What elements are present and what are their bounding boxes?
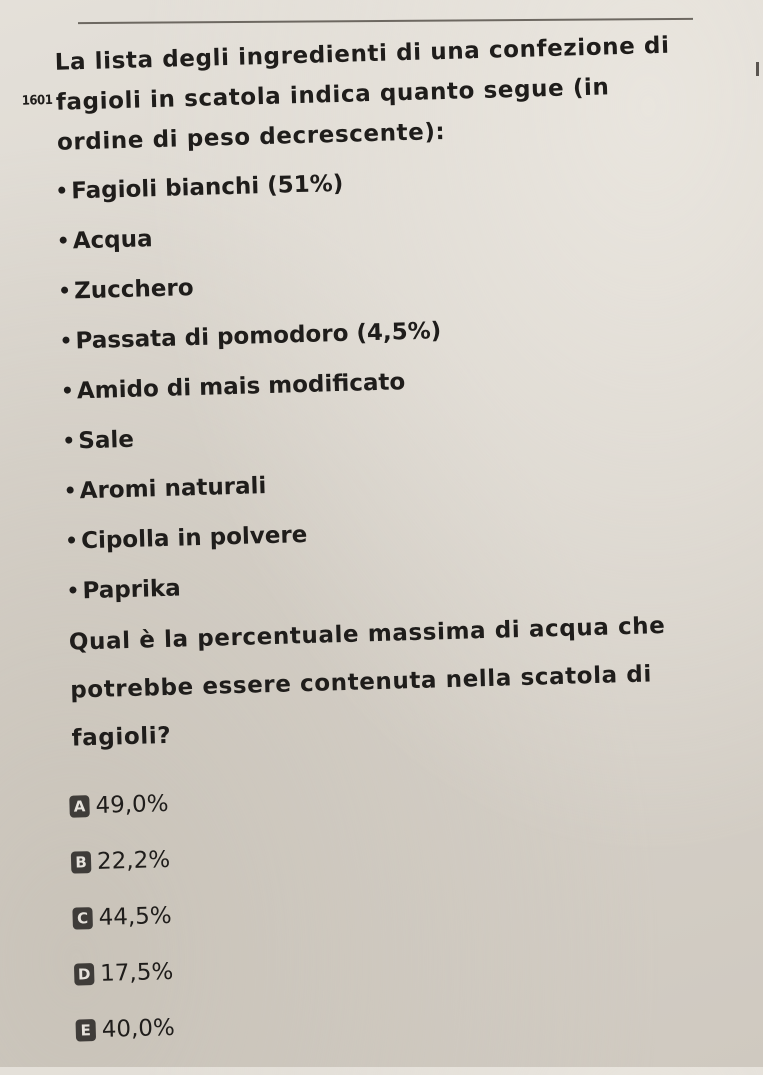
question-line: potrebbe essere contenuta nella scatola di [69,661,653,704]
answer-options [69,776,176,1059]
bullet-icon [67,486,74,493]
bullet-icon [68,536,75,543]
option-letter-badge: E [75,1019,96,1042]
ingredient-label: Aromi naturali [79,473,267,505]
option-letter-badge: D [74,963,95,986]
option-letter-badge: A [69,795,90,818]
ingredient-label: Passata di pomodoro (4,5%) [75,318,442,355]
ingredient-label: Amido di mais modificato [76,369,406,405]
option-letter-badge: C [72,907,93,930]
question-number: 1601 [21,92,53,109]
option-a[interactable] [69,776,170,835]
ingredient-label: Paprika [82,575,182,605]
ingredient-label: Cipolla in polvere [80,521,308,555]
option-letter-badge: B [71,851,92,874]
ingredient-label: Fagioli bianchi (51%) [70,170,344,205]
ingredient-label: Zucchero [73,275,194,305]
option-value: 44,5% [98,902,173,931]
option-value: 22,2% [96,846,171,875]
option-b[interactable] [70,832,171,891]
ingredient-label: Sale [77,426,135,455]
option-c[interactable] [72,888,173,947]
option-e[interactable] [75,1000,176,1059]
page-edge-mark [756,62,759,76]
option-value: 49,0% [95,790,169,819]
ingredient-label: Acqua [72,226,153,255]
bullet-icon [64,386,71,393]
ingredient-list [58,156,449,616]
ingredient-item [69,556,449,617]
stem-line: ordine di peso decrescente): [56,118,446,156]
stem-line: La lista degli ingredienti di una confezione di [54,32,670,76]
question-stem [54,25,697,163]
bullet-icon [61,287,68,294]
question-text [68,600,752,763]
bullet-icon [69,586,76,593]
option-value: 40,0% [101,1014,176,1043]
bullet-icon [62,337,69,344]
bullet-icon [58,187,65,194]
ingredient-item [63,356,443,417]
option-d[interactable] [73,944,174,1003]
bullet-icon [65,436,72,443]
bullet-icon [60,237,67,244]
option-value: 17,5% [99,958,174,987]
question-line: Qual è la percentuale massima di acqua che [68,612,666,656]
stem-line: fagioli in scatola indica quanto segue (in [55,74,610,116]
question-line: fagioli? [71,722,172,752]
